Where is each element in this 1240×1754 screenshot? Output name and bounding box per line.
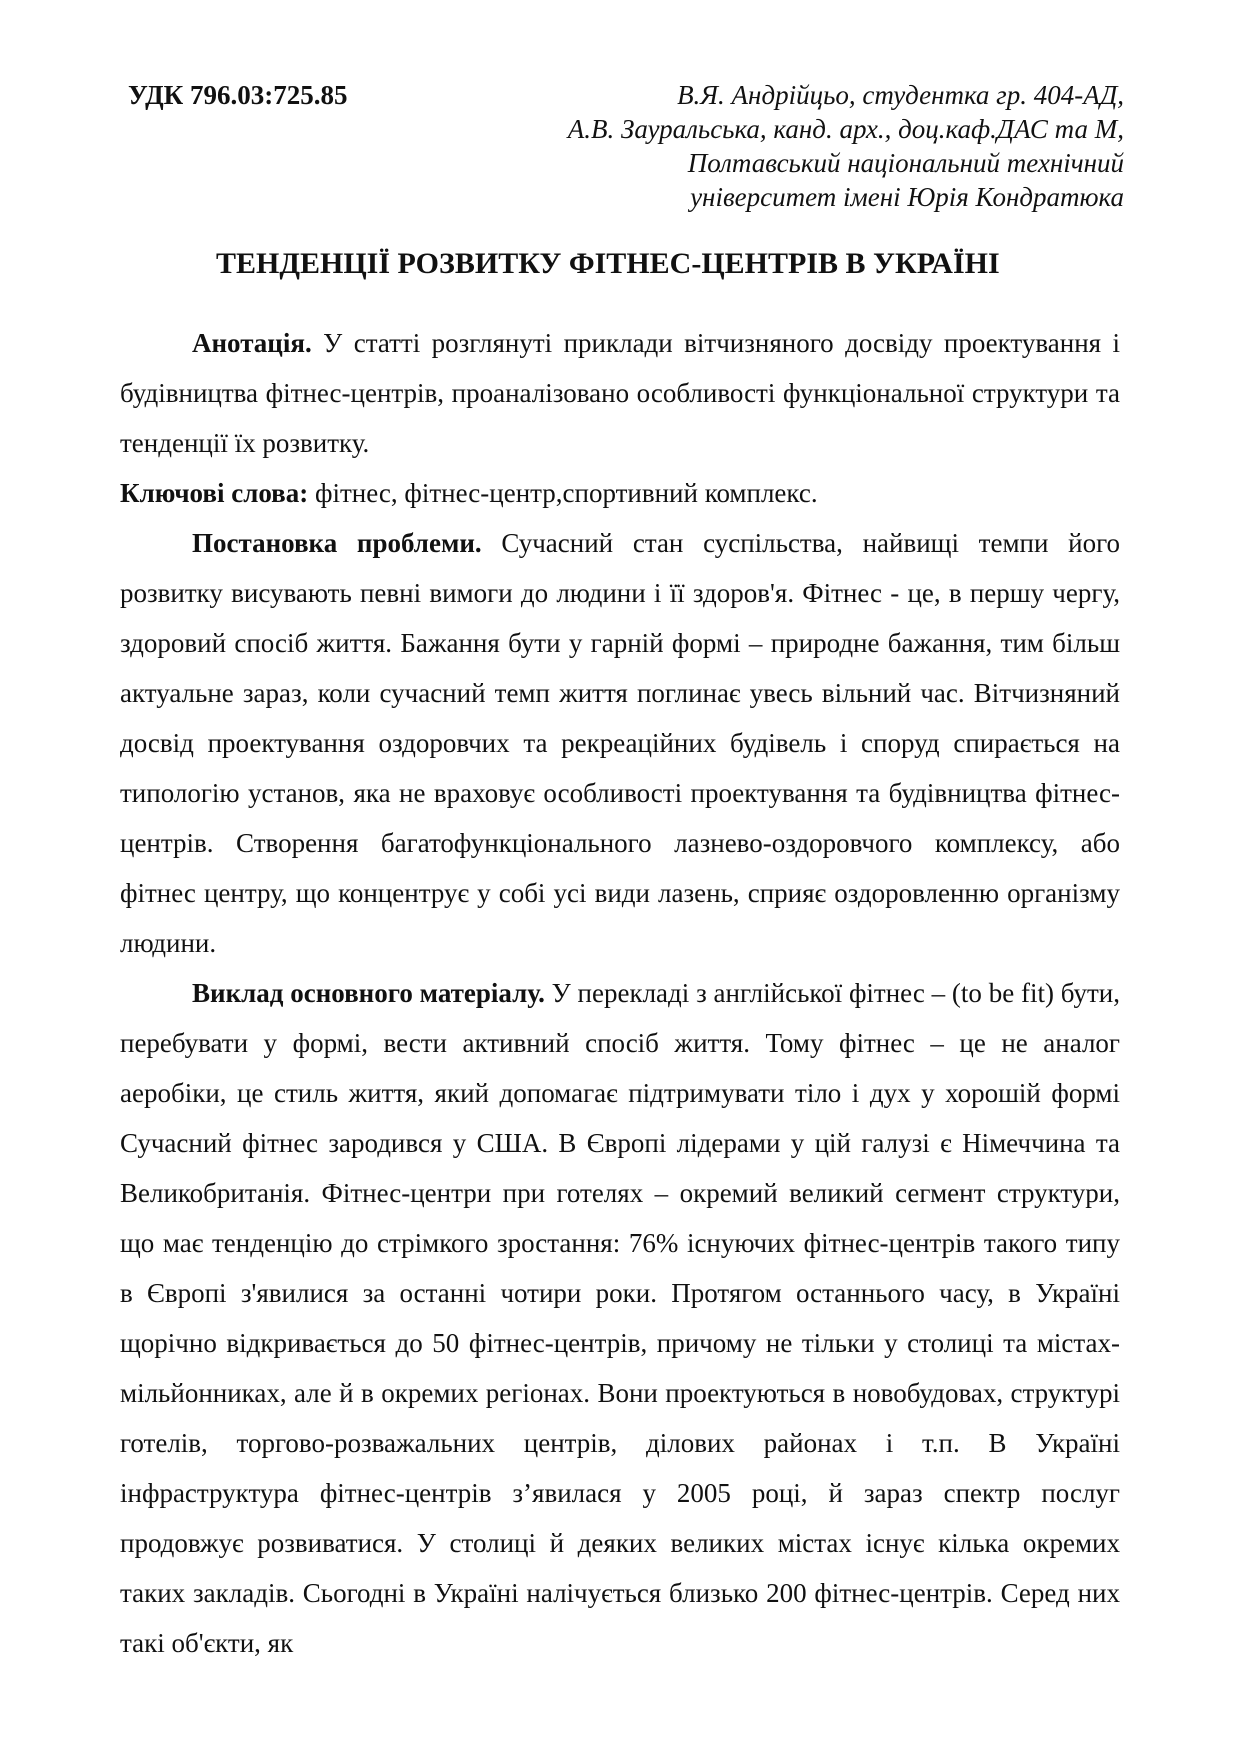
problem-paragraph bbox=[120, 518, 1120, 968]
material-text: У перекладі з англійської фітнес – (to be fit) бути, перебувати у формі, вести активний спосіб життя. Тому фітнес – це не аналог аеробіки, це стиль життя, який допомагає підтримувати тіло і дух у хорошій формі Сучасний фітнес зародився у США. В Європі лідерами у цій галузі є Німеччина та Великобританія. Фітнес-центри при готелях – окремий великий сегмент структури, що має тенденцію до стрімкого зростання: 76% існуючих фітнес-центрів такого типу в Європі з'явилися за останні чотири роки. Протягом останнього часу, в Україні щорічно відкривається до 50 фітнес-центрів, причому не тільки у столиці та містах- мільйонниках, але й в окремих регіонах. Вони проектуються в новобудовах, структурі готелів, торгово-розважальних центрів, ділових районах і т.п. В Україні інфраструктура фітнес-центрів з’явилася у 2005 році, й зараз спектр послуг продовжує розвиватися. У столиці й деяких великих містах існує кілька окремих таких закладів. Сьогодні в Україні налічується близько 200 фітнес-центрів. Серед них такі об'єкти, як bbox=[120, 978, 1120, 1658]
annotation-paragraph bbox=[120, 318, 1120, 468]
author-line: В.Я. Андрійцьо, студентка гр. 404-АД, bbox=[677, 80, 1124, 110]
article-title: ТЕНДЕНЦІЇ РОЗВИТКУ ФІТНЕС-ЦЕНТРІВ В УКРАЇНІ bbox=[216, 247, 1000, 280]
material-paragraph bbox=[120, 968, 1120, 1668]
author-line: А.В. Зауральська, канд. арх., доц.каф.ДАС та М, bbox=[567, 114, 1124, 144]
author-block bbox=[424, 78, 1124, 214]
udk-code: УДК 796.03:725.85 bbox=[128, 80, 348, 110]
article-body bbox=[120, 318, 1120, 1668]
problem-text: Сучасний стан суспільства, найвищі темпи його розвитку висувають певні вимоги до людини і її здоров'я. Фітнес - це, в першу чергу, здоровий спосіб життя. Бажання бути у гарній формі – природне бажання, тим більш актуальне зараз, коли сучасний темп життя поглинає увесь вільний час. Вітчизняний досвід проектування оздоровчих та рекреаційних будівель і споруд спирається на типологію установ, яка не враховує особливості проектування та будівництва фітнес-центрів. Створення багатофункціонального лазнево-оздоровчого комплексу, або фітнес центру, що концентрує у собі усі види лазень, сприяє оздоровленню організму людини. bbox=[120, 528, 1121, 958]
annotation-text: У статті розглянуті приклади вітчизняного досвіду проектування і будівництва фітнес-центрів, проаналізовано особливості функціональної структури та тенденції їх розвитку. bbox=[120, 328, 1120, 458]
author-line: університет імені Юрія Кондратюка bbox=[690, 182, 1124, 212]
keywords-paragraph bbox=[120, 468, 1120, 518]
material-label: Виклад основного матеріалу. bbox=[192, 978, 545, 1008]
keywords-text: фітнес, фітнес-центр,спортивний комплекс. bbox=[308, 478, 818, 508]
annotation-label: Анотація. bbox=[192, 328, 312, 358]
author-line: Полтавський національний технічний bbox=[687, 148, 1124, 178]
problem-label: Постановка проблеми. bbox=[192, 528, 482, 558]
keywords-label: Ключові слова: bbox=[120, 478, 309, 508]
